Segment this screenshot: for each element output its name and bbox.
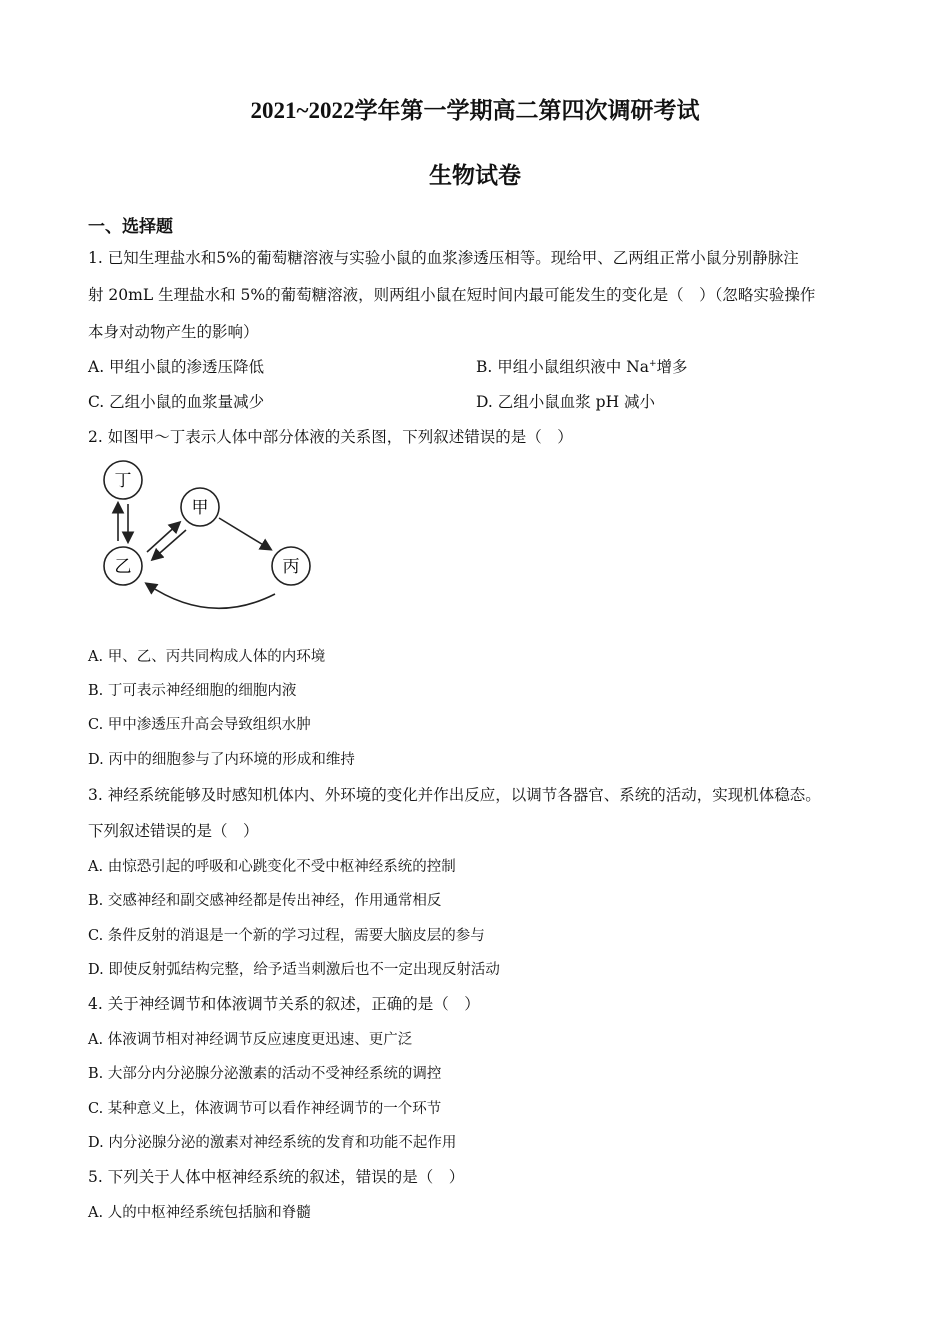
q1-option-c: C. 乙组小鼠的血浆量减少 (88, 393, 265, 411)
node-ding-label: 丁 (114, 471, 132, 491)
node-yi (104, 547, 142, 585)
q1-stem-line3: 本身对动物产生的影响） (88, 323, 259, 341)
q5-option-a: A. 人的中枢神经系统包括脑和脊髓 (88, 1205, 311, 1221)
node-jia (181, 488, 219, 526)
q4-option-c: C. 某种意义上，体液调节可以看作神经调节的一个环节 (88, 1101, 442, 1117)
q1-stem-line1: 1. 已知生理盐水和5%的葡萄糖溶液与实验小鼠的血浆渗透压相等。现给甲、乙两组正常小鼠分别静脉注 (88, 249, 799, 267)
q3-option-a: A. 由惊恐引起的呼吸和心跳变化不受中枢神经系统的控制 (88, 859, 456, 875)
q2-option-d: D. 丙中的细胞参与了内环境的形成和维持 (88, 752, 355, 768)
q1-option-d: D. 乙组小鼠血浆 pH 减小 (476, 393, 656, 411)
q1-option-b-tail: 增多 (656, 358, 688, 376)
q4-stem: 4. 关于神经调节和体液调节关系的叙述，正确的是（ ） (88, 995, 480, 1013)
q2-option-a: A. 甲、乙、丙共同构成人体的内环境 (88, 649, 326, 665)
exam-title: 2021~2022学年第一学期高二第四次调研考试 (250, 98, 700, 123)
section-title: 一、选择题 (88, 217, 173, 237)
exam-subtitle: 生物试卷 (429, 163, 521, 188)
node-bing (272, 547, 310, 585)
q3-option-d: D. 即使反射弧结构完整，给予适当刺激后也不一定出现反射活动 (88, 962, 500, 978)
node-bing-label: 丙 (282, 557, 300, 577)
q1-option-b (476, 357, 688, 377)
node-yi-label: 乙 (114, 557, 132, 577)
node-jia-label: 甲 (191, 498, 209, 518)
arrow-yi-to-jia (147, 523, 179, 552)
node-ding (104, 461, 142, 499)
arrow-jia-to-yi (153, 530, 186, 559)
q1-option-b-text: B. 甲组小鼠组织液中 Na (476, 358, 649, 376)
q2-option-c: C. 甲中渗透压升高会导致组织水肿 (88, 717, 311, 733)
q2-stem: 2. 如图甲～丁表示人体中部分体液的关系图，下列叙述错误的是（ ） (88, 428, 573, 446)
q5-stem: 5. 下列关于人体中枢神经系统的叙述，错误的是（ ） (88, 1168, 465, 1186)
arrow-jia-to-bing (219, 518, 270, 549)
q2-option-b: B. 丁可表示神经细胞的细胞内液 (88, 683, 297, 699)
q1-option-a: A. 甲组小鼠的渗透压降低 (88, 358, 265, 376)
q3-stem-line1: 3. 神经系统能够及时感知机体内、外环境的变化并作出反应，以调节各器官、系统的活动，实现机体稳态。 (88, 786, 821, 804)
q1-option-b-sup: + (648, 358, 657, 369)
body-fluid-diagram (95, 452, 325, 617)
arrow-bing-to-yi (147, 584, 275, 608)
q4-option-d: D. 内分泌腺分泌的激素对神经系统的发育和功能不起作用 (88, 1135, 457, 1151)
q4-option-b: B. 大部分内分泌腺分泌激素的活动不受神经系统的调控 (88, 1066, 442, 1082)
q3-stem-line2: 下列叙述错误的是（ ） (88, 822, 259, 840)
q4-option-a: A. 体液调节相对神经调节反应速度更迅速、更广泛 (88, 1032, 413, 1048)
q3-option-c: C. 条件反射的消退是一个新的学习过程，需要大脑皮层的参与 (88, 928, 485, 944)
q3-option-b: B. 交感神经和副交感神经都是传出神经，作用通常相反 (88, 893, 442, 909)
q1-stem-line2: 射 20mL 生理盐水和 5%的葡萄糖溶液，则两组小鼠在短时间内最可能发生的变化是（ ）（忽略实验操作 (88, 286, 816, 304)
